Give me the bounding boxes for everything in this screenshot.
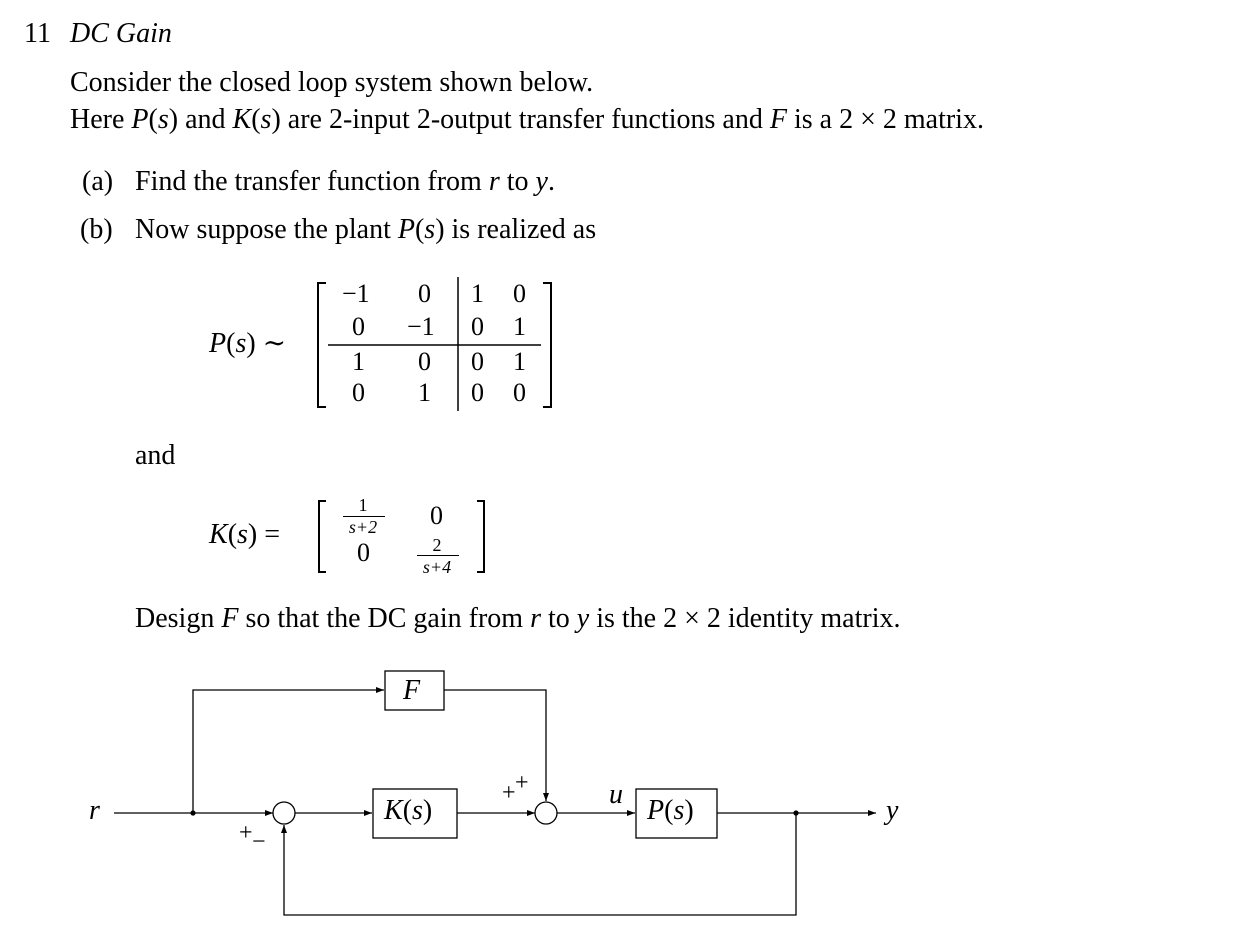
plant-a21: 0 [352,312,365,341]
design-statement: Design F so that the DC gain from r to y is the 2 × 2 identity matrix. [135,603,901,634]
plant-b12: 0 [513,279,526,308]
part-a-text: Find the transfer function from r to y. [135,166,555,197]
k22-numerator: 2 [432,535,442,555]
problem-title: DC Gain [70,18,172,49]
plant-a22: −1 [407,312,435,341]
sum1-plus-sign: + [239,820,253,846]
plant-a11: −1 [342,279,370,308]
intro-line-1: Consider the closed loop system shown below. [70,67,594,98]
sum2-plus-sign-top: + [515,770,529,796]
plant-c12: 0 [418,347,431,376]
plant-d12: 1 [513,347,526,376]
signal-u-label: u [609,779,623,810]
block-p-label: P(s) [647,795,694,826]
k11-denominator: s+2 [348,517,378,537]
plant-b21: 0 [471,312,484,341]
plant-d11: 0 [471,347,484,376]
block-k-label: K(s) [384,795,433,826]
plant-d22: 0 [513,378,526,407]
plant-c21: 0 [352,378,365,407]
part-a-label: (a) [82,166,114,197]
k22-denominator: s+4 [422,557,452,577]
k12: 0 [430,501,443,530]
problem-number: 11 [24,18,51,49]
k21: 0 [357,538,370,567]
block-f-label: F [403,675,421,706]
k11-numerator: 1 [358,495,368,515]
part-b-label: (b) [80,214,113,245]
plant-b11: 1 [471,279,484,308]
controller-lhs: K(s) = [209,519,281,550]
plant-c22: 1 [418,378,431,407]
plant-d21: 0 [471,378,484,407]
plant-lhs: P(s) ∼ [209,328,287,359]
signal-r-label: r [89,795,100,826]
plant-a12: 0 [418,279,431,308]
and-word: and [135,440,176,471]
plant-c11: 1 [352,347,365,376]
signal-y-label: y [886,795,899,826]
plant-b22: 1 [513,312,526,341]
sum1-minus-sign: − [252,829,266,855]
part-b-text: Now suppose the plant P(s) is realized as [135,214,597,245]
intro-line-2: Here P(s) and K(s) are 2-input 2-output transfer functions and F is a 2 × 2 matrix. [70,104,984,135]
sum2-plus-sign-left: + [502,780,516,806]
